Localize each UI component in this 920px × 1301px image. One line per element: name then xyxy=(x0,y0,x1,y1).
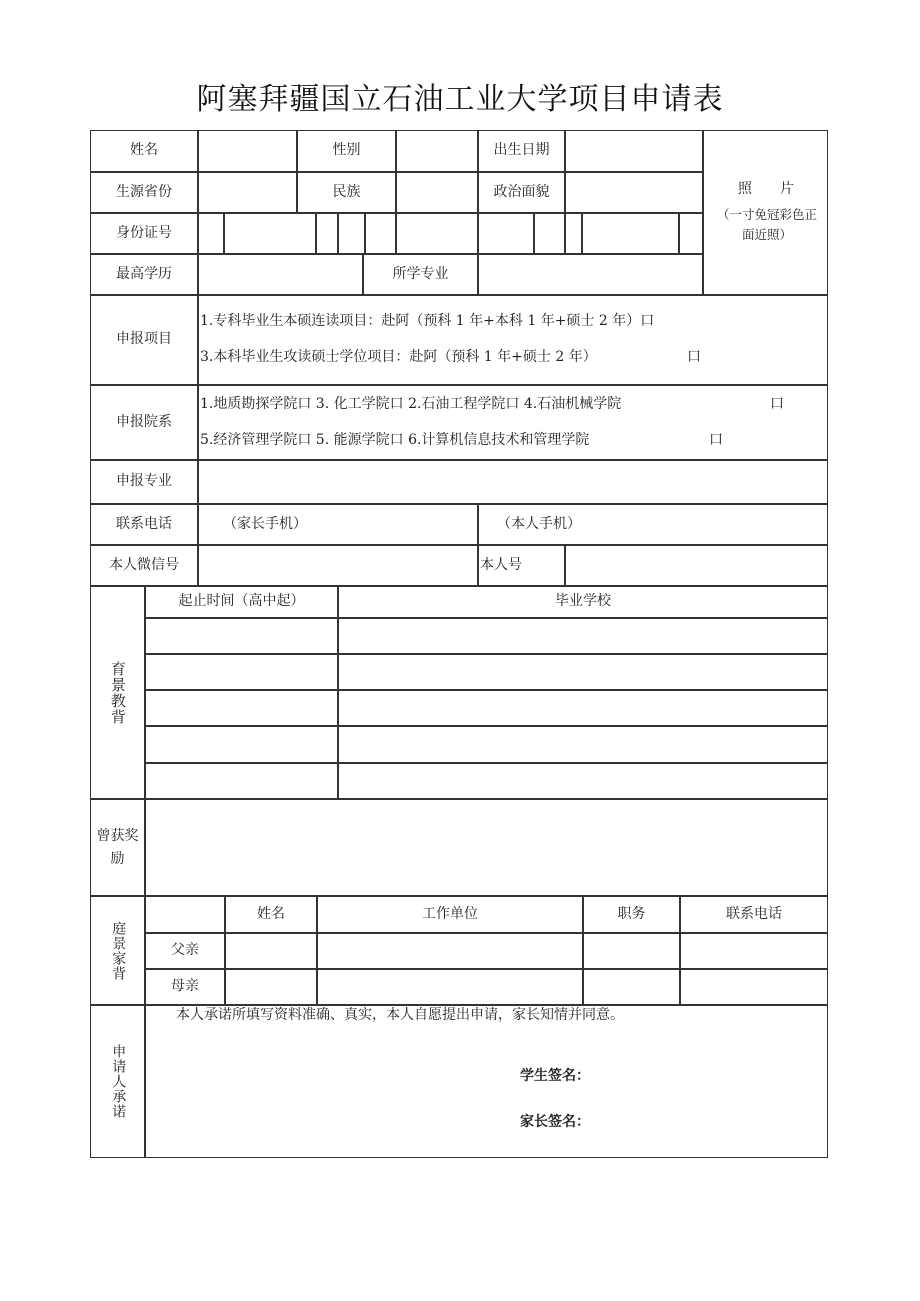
parent-signature-label: 家长签名： xyxy=(520,1114,590,1130)
specialty-label: 申报专业 xyxy=(90,460,198,504)
mother-position-input[interactable] xyxy=(583,969,680,1005)
id-digit-cell[interactable] xyxy=(582,213,679,254)
photo-label: 照 片 xyxy=(738,181,794,197)
education-school-input[interactable] xyxy=(338,618,828,654)
major-label: 所学专业 xyxy=(363,254,478,295)
name-input[interactable] xyxy=(198,130,297,172)
photo-box[interactable] xyxy=(703,130,828,295)
photo-note: （一寸免冠彩色正面近照） xyxy=(716,207,817,242)
qq-label: 本人号 xyxy=(478,545,565,586)
college-options xyxy=(198,385,828,460)
birth-label: 出生日期 xyxy=(478,130,565,172)
father-position-input[interactable] xyxy=(583,933,680,969)
awards-label: 曾获奖励 xyxy=(90,799,145,896)
education-school-input[interactable] xyxy=(338,690,828,726)
specialty-input[interactable] xyxy=(198,460,828,504)
project-options xyxy=(198,295,828,385)
id-digit-cell[interactable] xyxy=(338,213,365,254)
project-option-3[interactable]: 3.本科毕业生攻读硕士学位项目：赴阿（预科 1 年+硕士 2 年） xyxy=(200,349,597,365)
education-level-input[interactable] xyxy=(198,254,363,295)
gender-input[interactable] xyxy=(396,130,478,172)
education-school-input[interactable] xyxy=(338,763,828,799)
ethnicity-label: 民族 xyxy=(297,172,396,213)
mother-work-input[interactable] xyxy=(317,969,583,1005)
birth-input[interactable] xyxy=(565,130,703,172)
major-input[interactable] xyxy=(478,254,703,295)
father-work-input[interactable] xyxy=(317,933,583,969)
self-phone-input[interactable]: （本人手机） xyxy=(478,504,828,545)
student-signature-label: 学生签名： xyxy=(520,1068,590,1084)
political-input[interactable] xyxy=(565,172,703,213)
id-digit-cell[interactable] xyxy=(365,213,396,254)
education-period-input[interactable] xyxy=(145,654,338,690)
college-line-2[interactable]: 5.经济管理学院口 5. 能源学院口 6.计算机信息技术和管理学院 xyxy=(200,432,590,448)
father-phone-input[interactable] xyxy=(680,933,828,969)
parent-phone-input[interactable]: （家长手机） xyxy=(198,504,478,545)
family-header-blank xyxy=(145,896,225,933)
id-digit-cell[interactable] xyxy=(198,213,224,254)
education-period-input[interactable] xyxy=(145,618,338,654)
college-label: 申报院系 xyxy=(90,385,198,460)
mother-phone-input[interactable] xyxy=(680,969,828,1005)
education-school-input[interactable] xyxy=(338,726,828,763)
parent-signature-field[interactable] xyxy=(592,1110,742,1134)
mother-label: 母亲 xyxy=(145,969,225,1005)
college-line-1-checkbox[interactable]: 口 xyxy=(770,396,784,412)
project-option-3-checkbox[interactable]: 口 xyxy=(687,349,701,365)
ethnicity-input[interactable] xyxy=(396,172,478,213)
id-digit-cell[interactable] xyxy=(396,213,478,254)
wechat-input[interactable] xyxy=(198,545,478,586)
id-digit-cell[interactable] xyxy=(224,213,316,254)
education-level-label: 最高学历 xyxy=(90,254,198,295)
phone-label: 联系电话 xyxy=(90,504,198,545)
family-section-label: 庭景家背 xyxy=(90,896,145,1005)
father-label: 父亲 xyxy=(145,933,225,969)
education-period-input[interactable] xyxy=(145,726,338,763)
political-label: 政治面貌 xyxy=(478,172,565,213)
pledge-area xyxy=(145,1005,828,1158)
family-work-header: 工作单位 xyxy=(317,896,583,933)
education-period-input[interactable] xyxy=(145,763,338,799)
id-digit-cell[interactable] xyxy=(534,213,565,254)
form-title: 阿塞拜疆国立石油工业大学项目申请表 xyxy=(196,82,724,117)
mother-name-input[interactable] xyxy=(225,969,317,1005)
id-digit-cell[interactable] xyxy=(679,213,703,254)
province-input[interactable] xyxy=(198,172,297,213)
id-label: 身份证号 xyxy=(90,213,198,254)
education-period-input[interactable] xyxy=(145,690,338,726)
id-digit-cell[interactable] xyxy=(478,213,534,254)
id-digit-cell[interactable] xyxy=(316,213,338,254)
education-school-input[interactable] xyxy=(338,654,828,690)
wechat-label: 本人微信号 xyxy=(90,545,198,586)
gender-label: 性别 xyxy=(297,130,396,172)
qq-input[interactable] xyxy=(565,545,828,586)
pledge-text: 本人承诺所填写资料准确、真实，本人自愿提出申请，家长知情并同意。 xyxy=(176,1007,624,1023)
awards-input[interactable] xyxy=(145,799,828,896)
project-option-1[interactable]: 1.专科毕业生本硕连读项目：赴阿（预科 1 年+本科 1 年+硕士 2 年）口 xyxy=(200,313,655,329)
id-digit-cell[interactable] xyxy=(565,213,582,254)
project-label: 申报项目 xyxy=(90,295,198,385)
name-label: 姓名 xyxy=(90,130,198,172)
student-signature-field[interactable] xyxy=(592,1064,742,1088)
province-label: 生源省份 xyxy=(90,172,198,213)
education-school-header: 毕业学校 xyxy=(338,586,828,618)
family-position-header: 职务 xyxy=(583,896,680,933)
application-form xyxy=(91,131,828,1159)
father-name-input[interactable] xyxy=(225,933,317,969)
college-line-1[interactable]: 1.地质勘探学院口 3. 化工学院口 2.石油工程学院口 4.石油机械学院 xyxy=(200,396,622,412)
education-section-label: 育景教背 xyxy=(90,586,145,799)
family-name-header: 姓名 xyxy=(225,896,317,933)
pledge-section-label: 申请人承诺 xyxy=(90,1005,145,1158)
college-line-2-checkbox[interactable]: 口 xyxy=(709,432,723,448)
education-period-header: 起止时间（高中起） xyxy=(145,586,338,618)
family-phone-header: 联系电话 xyxy=(680,896,828,933)
